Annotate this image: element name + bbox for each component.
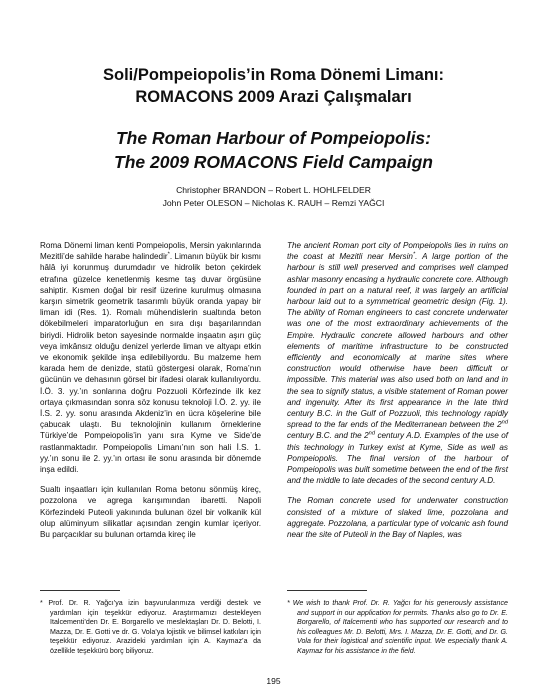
turkish-title — [40, 64, 507, 108]
english-title-line-2: The 2009 ROMACONS Field Campaign — [114, 152, 433, 172]
turkish-title-line-2: ROMACONS 2009 Arazi Çalışmaları — [135, 88, 412, 106]
english-paragraph-2: The Roman concrete used for underwater construction consisted of a mixture of slaked lime, pozzolana and aggregate. Pozzolana, a particular type of volcanic ash found near the site of Puteoli in the Bay of Naples, was — [287, 496, 508, 540]
english-paragraph-1 — [287, 240, 508, 486]
english-paragraph-1-part-c: century B.C. and the 2 — [287, 431, 369, 441]
english-title — [40, 126, 507, 174]
turkish-footnote — [40, 599, 261, 657]
english-paragraph-1-start: The ancient Roman port city of Pompeiopolis lies in ruins on the coast at Mezitli near Mersin — [287, 241, 508, 262]
author-list — [40, 184, 507, 210]
turkish-paragraph-1-start: Roma Dönemi liman kenti Pompeiopolis, Mersin yakınlarında Mezitli’de sahilde harabe halindedir — [40, 241, 261, 262]
footnote-divider — [287, 590, 367, 591]
turkish-footnote-text: * Prof. Dr. R. Yağcı’ya izin başvurularımıza verdiği destek ve yardımları için teşekkür ediyoruz. Araştırmamızı destekleyen Italcementi’den Dr. E. Borgarello ve meslektaşları Dr. D. Belotti, I. Mazza, Dr. E. Gotti ve dr. G. Vola’ya lojistik ve bilimsel katkıları için teşekkür ediyoruz. Arazideki yardımları için A. Kaymaz’a da özellikle teşekkürü borç biliyoruz. — [40, 599, 261, 655]
turkish-body-column — [40, 240, 261, 540]
english-footnote — [287, 599, 508, 657]
footnote-marker: * — [167, 251, 170, 258]
english-paragraph-1-part-d: century A.D. Examples of the use of this technology in Turkey exist at Kyme, Side as well as Pompeiopolis. The final version of the harbour of Pompeiopolis was built sometime between the end of the first and the middle to late decades of the second century A.D. — [287, 431, 508, 486]
footnote-marker: * — [412, 251, 416, 258]
ordinal-suffix: nd — [368, 430, 375, 437]
ordinal-suffix: nd — [501, 419, 508, 426]
english-title-line-1: The Roman Harbour of Pompeiopolis: — [115, 128, 431, 148]
turkish-paragraph-2: Sualtı inşaatları için kullanılan Roma betonu sönmüş kireç, pozzolona ve agrega karışımından ibaretti. Napoli Körfezindeki Puteoli yakınında bulunan özel bir volkanik kül olup alüminyum silikatlar açısından zengin kumlar içeriyor. Bu parçacıklar su bulunan ortamda kireç ile — [40, 485, 261, 540]
english-paragraph-1-part-b: . A large portion of the harbour is still well preserved and comprises well clamped ashlar masonry encasing a hydraulic concrete core. Although founded in part on a natural reef, it was largely an artificial harbour laid out to a symmetrical geometric design (Fig. 1). The ability of Roman engineers to cast concrete underwater was one of the most extraordinary achievements of the Empire. Hydraulic concrete allowed harbours and other elements of maritime infrastructure to be constructed efficiently and economically at marine sites where construction would otherwise have been difficult or impossible. This material was also used both on land and in the sea to signify status, a visible statement of Roman power and ingenuity. After its first appearance in the late third century B.C. in the Gulf of Pozzuoli, this technology rapidly spread to the far ends of the Mediterranean between the 2 — [287, 252, 508, 430]
turkish-title-line-1: Soli/Pompeiopolis’in Roma Dönemi Limanı: — [102, 66, 445, 84]
page-number: 195 — [266, 676, 281, 686]
english-footnote-text: * We wish to thank Prof. Dr. R. Yağcı for his generously assistance and support in our application for permits. Thanks also go to Dr. E. Borgarello, of Italcementi who has supported our research and to his colleagues Mr. D. Belotti, Mrs. I. Mazza, Dr. E. Gotti, and Dr. G. Vola for their logistical and scientific input. We especially thank A. Kaymaz for his assistance in the field. — [287, 599, 508, 655]
author-line-2: John Peter OLESON – Nicholas K. RAUH – Remzi YAĞCI — [162, 198, 385, 208]
english-body-column — [287, 240, 508, 540]
turkish-paragraph-1-rest: . Limanın büyük bir kısmı hâlâ iyi korunmuş durumdadır ve hidrolik beton çekirdek etrafına güzelce kenetlenmiş kesme taş duvar örgüsüne sahiptir. Kısmen doğal bir resif üzerine kurulmuş olmasına karşın simetrik geometrik tasarımlı büyük oranda yapay bir liman idi (Res. 1). Romalı mühendislerin sualtında beton dökebilmeleri imparatorluğun en sıra dışı başarılarından biriydi. Hidrolik beton sayesinde normalde inşaatın aşırı güç veya imkânsız olduğu denizel yerlerde liman ve altyapı etkin ve ekonomik şekilde inşa edilebiliyordu. Bu malzeme hem karada hem de denizde, statü göstergesi olarak, Roma’nın gücünün ve dehasının görsel bir ifadesi olarak kullanılıyordu. İ.Ö. 3. yy.’ın sonlarına doğru Pozzuoli Körfezinde ilk kez ortaya çıkmasından sonra söz konusu teknoloji İ.Ö. 2. yy. ile İ.S. 2. yy. sonu arasında Akdeniz’in en ücra köşelerine bile çabucak ulaştı. Bu teknolojinin kullanım örneklerine Türkiye’de Pompeiopolis’in yanı sıra Kyme ve Side’de rastlanmaktadır. Pompeiopolis Limanı’nın son hali İ.S. 1. yy.’ın sonu ile 2. yy.’ın ortası ile sonu arasında bir dönemde inşa edildi. — [40, 252, 262, 475]
turkish-paragraph-1 — [40, 240, 261, 475]
footnote-divider — [40, 590, 120, 591]
author-line-1: Christopher BRANDON – Robert L. HOHLFELDER — [176, 185, 371, 195]
